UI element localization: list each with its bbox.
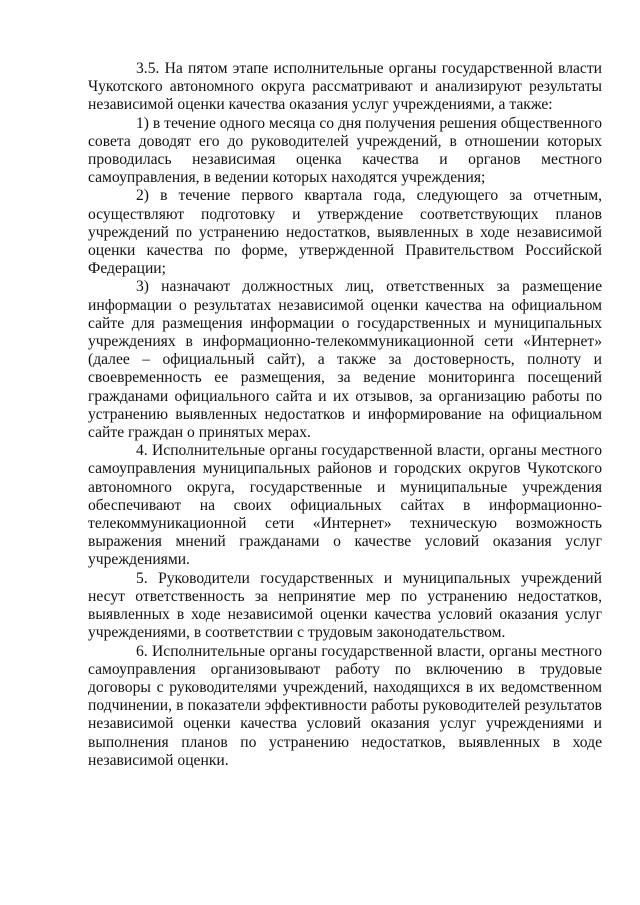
list-item-2: 2) в течение первого квартала года, следующего за отчетным, осуществляют подготовку и утверждение соответствующих планов учреждений по устранению недостатков, выявленных в ходе независимой оценки качества по форме, утвержденной Правительством Российской Федерации; [88, 187, 602, 278]
paragraph-3-5: 3.5. На пятом этапе исполнительные органы государственной власти Чукотского автономного округа рассматривают и анализируют результаты независимой оценки качества оказания услуг учреждениями, а также: [88, 60, 602, 114]
paragraph-6: 6. Исполнительные органы государственной власти, органы местного самоуправления организовывают работу по включению в трудовые договоры с руководителями учреждений, находящихся в их ведомственном подчинении, в показатели эффективности работы руководителей результатов независимой оценки качества условий оказания услуг учреждениями и выполнения планов по устранению недостатков, выявленных в ходе независимой оценки. [88, 642, 602, 769]
paragraph-5: 5. Руководители государственных и муниципальных учреждений несут ответственность за непринятие мер по устранению недостатков, выявленных в ходе независимой оценки качества условий оказания услуг учреждениями, в соответствии с трудовым законодательством. [88, 569, 602, 642]
document-body [88, 60, 602, 770]
paragraph-4: 4. Исполнительные органы государственной власти, органы местного самоуправления муниципальных районов и городских округов Чукотского автономного округа, государственные и муниципальные учреждения обеспечивают на своих официальных сайтах в информационно-телекоммуникационной сети «Интернет» техническую возможность выражения мнений гражданами о качестве условий оказания услуг учреждениями. [88, 442, 602, 569]
list-item-1: 1) в течение одного месяца со дня получения решения общественного совета доводят его до руководителей учреждений, в отношении которых проводилась независимая оценка качества и органов местного самоуправления, в ведении которых находятся учреждения; [88, 114, 603, 187]
list-item-3: 3) назначают должностных лиц, ответственных за размещение информации о результатах независимой оценки качества на официальном сайте для размещения информации о государственных и муниципальных учреждениях в информационно-телекоммуникационной сети «Интернет» (далее – официальный сайт), а также за достоверность, полноту и своевременность ее размещения, за ведение мониторинга посещений гражданами официального сайта и их отзывов, за организацию работы по устранению выявленных недостатков и информирование на официальном сайте граждан о принятых мерах. [88, 278, 602, 442]
